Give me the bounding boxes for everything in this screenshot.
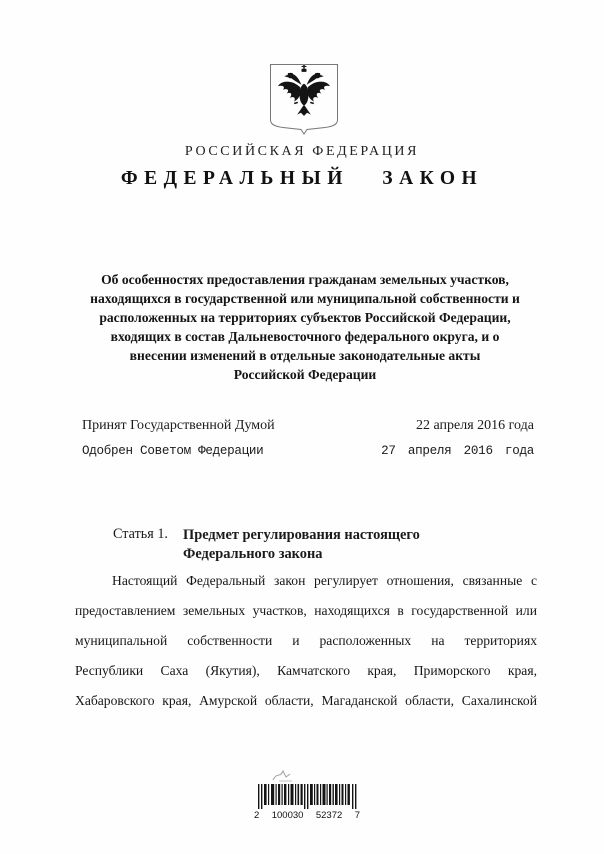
country-title: РОССИЙСКАЯ ФЕДЕРАЦИЯ xyxy=(184,144,420,159)
barcode-bars-icon xyxy=(254,784,360,810)
article-title xyxy=(183,526,420,563)
barcode-digits: 2 100030 52372 7 xyxy=(254,810,360,821)
law-title-line: Российской Федерации xyxy=(233,367,377,382)
body-line: Хабаровского края, Амурской области, Магаданской области, Сахалинской xyxy=(75,693,537,708)
adoption-block xyxy=(82,418,534,470)
publication-barcode xyxy=(254,784,360,821)
law-title-line: расположенных на территориях субъектов Российской Федерации, xyxy=(99,310,511,325)
approved-by-council-date: 27 апреля 2016 года xyxy=(381,444,534,458)
approved-by-council-label: Одобрен Советом Федерации xyxy=(82,444,264,458)
body-line: Республики Саха (Якутия), Камчатского края, Приморского края, xyxy=(75,663,537,678)
emblem-frame xyxy=(269,63,339,135)
law-title-line: внесении изменений в отдельные законодательные акты xyxy=(129,348,481,363)
russia-coat-of-arms-icon xyxy=(269,63,339,135)
adopted-by-duma-row xyxy=(82,418,534,444)
article-number: Статья 1. xyxy=(113,526,168,542)
approved-by-federation-council-row xyxy=(82,444,534,470)
article-title-line: Федерального закона xyxy=(183,545,323,562)
document-type-title: ФЕДЕРАЛЬНЫЙ ЗАКОН xyxy=(120,168,484,189)
article-1-heading xyxy=(113,526,420,563)
law-title xyxy=(72,270,538,384)
article-body-paragraph xyxy=(75,566,537,716)
law-title-line: находящихся в государственной или муниципальной собственности и xyxy=(90,291,520,306)
article-title-line: Предмет регулирования настоящего xyxy=(183,527,420,543)
law-title-line: входящих в состав Дальневосточного федерального округа, и о xyxy=(110,329,500,344)
body-line: предоставлением земельных участков, находящихся в государственной или xyxy=(75,603,537,618)
adopted-by-duma-date: 22 апреля 2016 года xyxy=(416,418,534,433)
body-line: Настоящий Федеральный закон регулирует отношения, связанные с xyxy=(112,573,537,588)
body-line: муниципальной собственности и расположенных на территориях xyxy=(75,633,537,648)
adopted-by-duma-label: Принят Государственной Думой xyxy=(82,418,275,433)
law-title-line: Об особенностях предоставления гражданам земельных участков, xyxy=(101,272,509,287)
